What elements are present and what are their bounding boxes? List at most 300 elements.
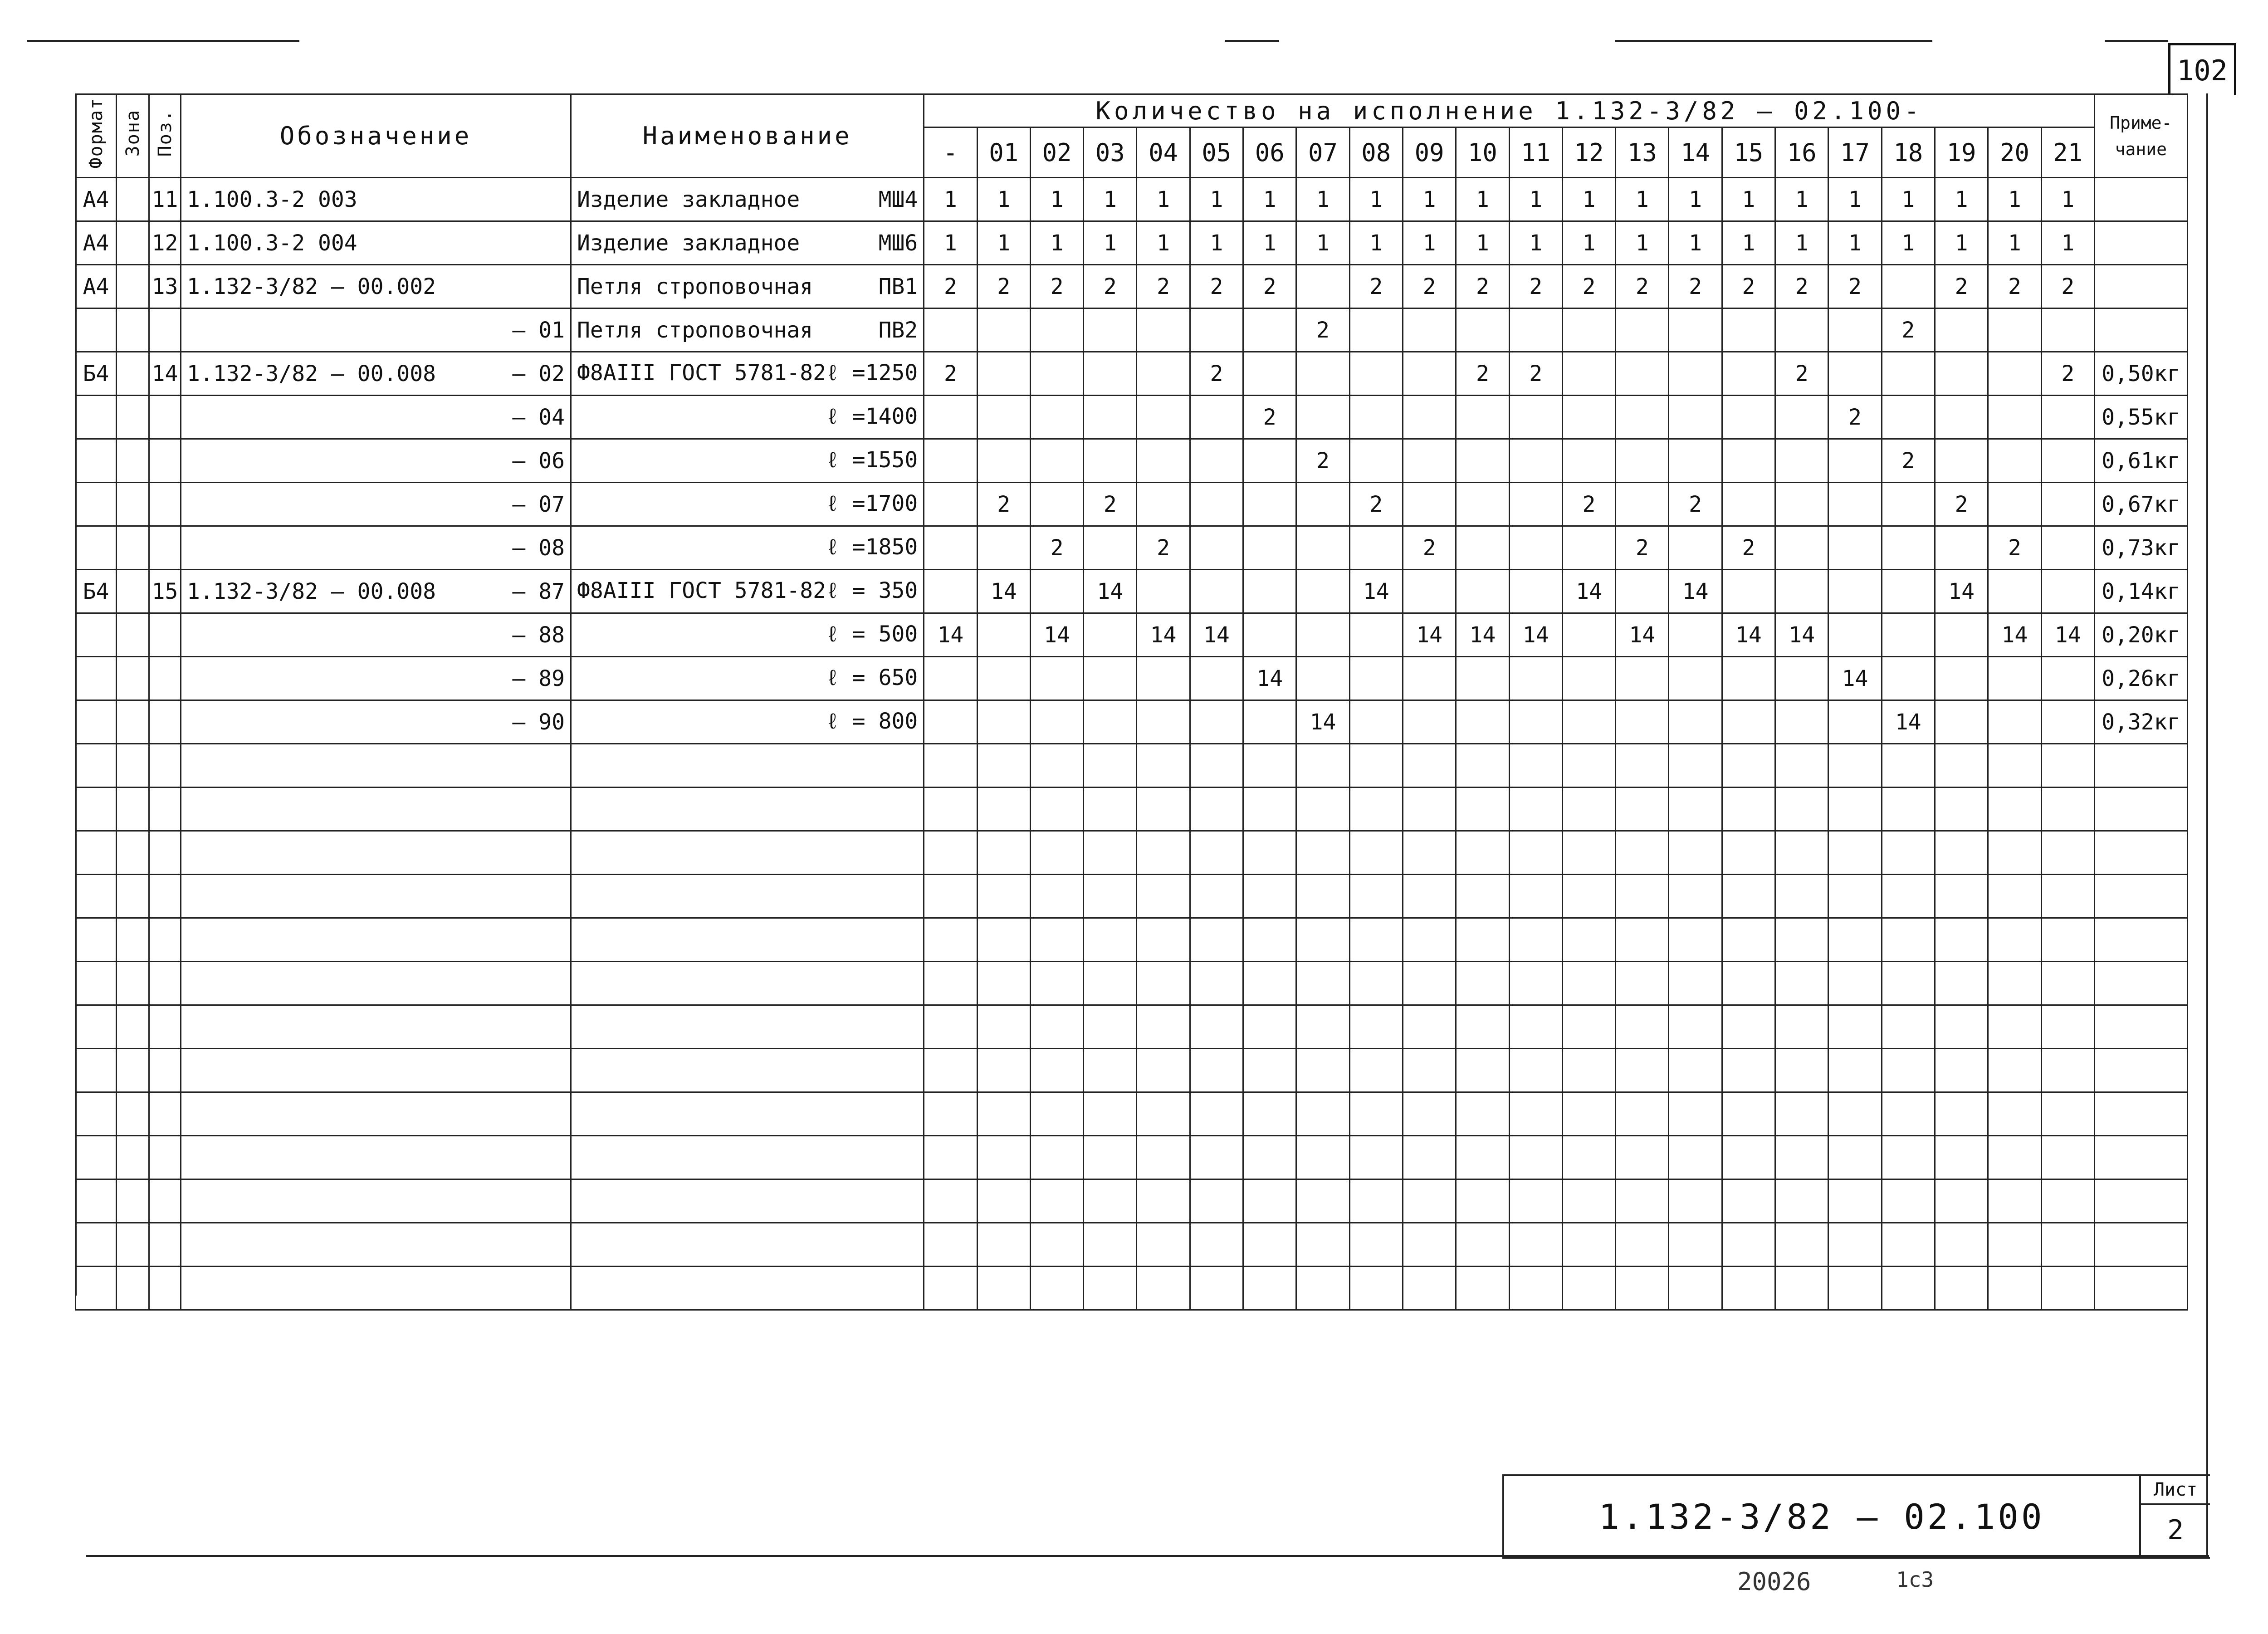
quantity-cell: 14: [1775, 613, 1828, 657]
quantity-cell: 1: [924, 221, 977, 265]
empty-cell: [924, 1049, 977, 1092]
name-right-text: ℓ =1550: [826, 447, 918, 473]
empty-cell: [1030, 788, 1083, 831]
quantity-cell: 2: [1828, 265, 1882, 308]
designation-cell: [181, 657, 571, 700]
quantity-cell: 2: [1562, 265, 1615, 308]
designation-text: 1.100.3-2 004: [187, 230, 357, 256]
empty-cell: [76, 918, 117, 962]
empty-cell: [571, 1223, 924, 1267]
empty-cell: [1403, 1005, 1456, 1049]
empty-cell: [181, 1223, 571, 1267]
note-cell: 0,61кг: [2094, 439, 2187, 483]
quantity-cell: [1882, 352, 1935, 396]
quantity-cell: 2: [1403, 526, 1456, 570]
empty-cell: [76, 962, 117, 1005]
zone-cell: [117, 221, 149, 265]
empty-cell: [1137, 744, 1190, 788]
quantity-cell: [1456, 308, 1509, 352]
quantity-cell: [1828, 483, 1882, 526]
empty-cell: [1828, 788, 1882, 831]
empty-cell: [149, 1223, 181, 1267]
empty-cell: [1935, 788, 1988, 831]
quantity-cell: [1562, 700, 1615, 744]
empty-cell: [2041, 788, 2094, 831]
quantity-cell: [1349, 439, 1403, 483]
quantity-cell: [2041, 526, 2094, 570]
empty-cell: [1828, 831, 1882, 875]
empty-cell: [1190, 918, 1243, 962]
variant-header: 14: [1669, 127, 1722, 178]
quantity-cell: [1882, 396, 1935, 439]
note-cell: 0,50кг: [2094, 352, 2187, 396]
quantity-cell: [1616, 570, 1669, 613]
quantity-cell: [1403, 396, 1456, 439]
zone-cell: [117, 613, 149, 657]
format-cell: [76, 308, 117, 352]
quantity-cell: [1775, 439, 1828, 483]
designation-suffix: — 01: [512, 317, 565, 343]
quantity-cell: [1935, 352, 1988, 396]
empty-cell: [924, 918, 977, 962]
empty-cell: [1935, 875, 1988, 918]
quantity-cell: 1: [1084, 178, 1137, 221]
quantity-cell: [1349, 526, 1403, 570]
name-cell: [571, 265, 924, 308]
empty-cell: [1296, 918, 1349, 962]
empty-cell: [1775, 918, 1828, 962]
quantity-cell: 1: [1084, 221, 1137, 265]
quantity-cell: [2041, 308, 2094, 352]
name-right-text: ℓ = 500: [826, 621, 918, 647]
empty-cell: [1509, 831, 1562, 875]
variant-header: 21: [2041, 127, 2094, 178]
variant-header: 19: [1935, 127, 1988, 178]
empty-cell: [1349, 875, 1403, 918]
empty-cell: [1988, 744, 2041, 788]
empty-cell: [181, 1179, 571, 1223]
quantity-cell: [1828, 308, 1882, 352]
name-right-text: МШ6: [878, 230, 918, 256]
format-cell: А4: [76, 221, 117, 265]
empty-cell: [977, 1005, 1030, 1049]
name-cell: [571, 396, 924, 439]
quantity-cell: 1: [1243, 221, 1296, 265]
quantity-cell: [1137, 483, 1190, 526]
quantity-cell: 1: [1349, 221, 1403, 265]
empty-cell: [1243, 1267, 1296, 1310]
quantity-cell: [1775, 570, 1828, 613]
empty-cell: [76, 1049, 117, 1092]
empty-cell: [117, 788, 149, 831]
empty-cell: [571, 744, 924, 788]
empty-cell: [1882, 788, 1935, 831]
empty-cell: [1509, 1049, 1562, 1092]
empty-cell: [1030, 831, 1083, 875]
top-rule-3: [1615, 40, 1932, 42]
quantity-cell: [1562, 396, 1615, 439]
quantity-cell: [2041, 439, 2094, 483]
empty-cell: [1828, 875, 1882, 918]
table-row: [76, 265, 2188, 308]
table-row: [76, 439, 2188, 483]
empty-cell: [1882, 1136, 1935, 1179]
quantity-cell: [1296, 352, 1349, 396]
empty-cell: [1349, 1005, 1403, 1049]
empty-cell: [1296, 1092, 1349, 1136]
quantity-cell: [1882, 526, 1935, 570]
name-cell: [571, 178, 924, 221]
quantity-cell: [924, 439, 977, 483]
empty-cell: [117, 918, 149, 962]
empty-cell: [2094, 962, 2187, 1005]
variant-header: -: [924, 127, 977, 178]
empty-cell: [1988, 831, 2041, 875]
empty-cell: [571, 918, 924, 962]
quantity-cell: 14: [2041, 613, 2094, 657]
empty-cell: [1988, 1092, 2041, 1136]
empty-cell: [977, 1092, 1030, 1136]
name-text: Изделие закладное: [577, 230, 800, 256]
format-cell: [76, 526, 117, 570]
empty-cell: [1084, 875, 1137, 918]
empty-cell: [181, 1005, 571, 1049]
pos-cell: 13: [149, 265, 181, 308]
quantity-cell: 2: [1456, 352, 1509, 396]
empty-cell: [181, 744, 571, 788]
empty-cell: [1669, 962, 1722, 1005]
empty-cell: [1988, 1179, 2041, 1223]
empty-cell: [571, 1136, 924, 1179]
name-right-text: ℓ =1700: [826, 491, 918, 516]
quantity-cell: [1988, 439, 2041, 483]
empty-cell: [1509, 1179, 1562, 1223]
empty-cell: [2094, 788, 2187, 831]
empty-cell: [1296, 875, 1349, 918]
quantity-cell: [1616, 439, 1669, 483]
pos-cell: 11: [149, 178, 181, 221]
quantity-cell: [1722, 308, 1775, 352]
quantity-cell: [1828, 439, 1882, 483]
note-cell: [2094, 221, 2187, 265]
quantity-cell: 1: [977, 221, 1030, 265]
quantity-cell: 1: [1722, 178, 1775, 221]
empty-cell: [117, 1267, 149, 1310]
pos-cell: [149, 483, 181, 526]
format-cell: [76, 613, 117, 657]
empty-cell: [924, 962, 977, 1005]
empty-cell: [1669, 918, 1722, 962]
designation-text: 1.132-3/82 — 00.008: [187, 361, 436, 386]
quantity-cell: [1616, 483, 1669, 526]
empty-cell: [1456, 962, 1509, 1005]
quantity-cell: [1030, 396, 1083, 439]
designation-suffix: — 04: [512, 404, 565, 430]
quantity-cell: [1988, 352, 2041, 396]
empty-row: [76, 962, 2188, 1005]
quantity-cell: 1: [1190, 178, 1243, 221]
quantity-cell: [1509, 526, 1562, 570]
name-cell: [571, 570, 924, 613]
quantity-cell: [1988, 700, 2041, 744]
empty-row: [76, 831, 2188, 875]
bottom-rule: [86, 1555, 2209, 1557]
name-cell: [571, 526, 924, 570]
empty-cell: [1456, 1223, 1509, 1267]
variant-header: 02: [1030, 127, 1083, 178]
format-cell: [76, 439, 117, 483]
empty-cell: [1349, 831, 1403, 875]
table-row: [76, 178, 2188, 221]
empty-cell: [1030, 1005, 1083, 1049]
quantity-cell: 1: [924, 178, 977, 221]
empty-cell: [1935, 918, 1988, 962]
empty-cell: [1828, 1179, 1882, 1223]
empty-cell: [1562, 831, 1615, 875]
empty-cell: [1243, 875, 1296, 918]
quantity-cell: 2: [1509, 265, 1562, 308]
quantity-cell: [1243, 526, 1296, 570]
empty-cell: [1509, 1092, 1562, 1136]
note-cell: [2094, 308, 2187, 352]
quantity-cell: [1084, 526, 1137, 570]
empty-cell: [1616, 1223, 1669, 1267]
empty-cell: [2094, 831, 2187, 875]
designation-cell: [181, 221, 571, 265]
empty-cell: [1562, 1005, 1615, 1049]
name-right-text: ℓ = 350: [826, 578, 918, 603]
empty-cell: [2041, 831, 2094, 875]
document-code: 1.132-3/82 — 02.100: [1598, 1496, 2045, 1537]
empty-cell: [1935, 744, 1988, 788]
quantity-cell: 1: [1562, 221, 1615, 265]
empty-cell: [977, 875, 1030, 918]
empty-cell: [1509, 1223, 1562, 1267]
quantity-cell: [1403, 657, 1456, 700]
quantity-cell: [1562, 613, 1615, 657]
format-cell: [76, 483, 117, 526]
empty-cell: [1669, 1136, 1722, 1179]
quantity-cell: 1: [977, 178, 1030, 221]
empty-cell: [1243, 1049, 1296, 1092]
col-name-header: Наименование: [571, 94, 924, 178]
empty-cell: [1669, 1005, 1722, 1049]
empty-cell: [1988, 1005, 2041, 1049]
quantity-cell: 1: [1882, 178, 1935, 221]
name-cell: [571, 221, 924, 265]
quantity-cell: [1562, 352, 1615, 396]
empty-cell: [149, 744, 181, 788]
quantity-cell: 1: [1296, 178, 1349, 221]
designation-cell: [181, 613, 571, 657]
table-row: [76, 396, 2188, 439]
empty-cell: [571, 1267, 924, 1310]
empty-cell: [1988, 788, 2041, 831]
empty-cell: [977, 1049, 1030, 1092]
empty-cell: [1935, 1092, 1988, 1136]
empty-cell: [2041, 1136, 2094, 1179]
quantity-cell: 2: [1190, 265, 1243, 308]
name-text: Петля строповочная: [577, 317, 813, 343]
empty-cell: [1456, 1136, 1509, 1179]
empty-cell: [1190, 788, 1243, 831]
empty-cell: [1616, 1136, 1669, 1179]
empty-cell: [1562, 1092, 1615, 1136]
empty-row: [76, 1267, 2188, 1310]
empty-cell: [1084, 788, 1137, 831]
empty-cell: [1775, 1005, 1828, 1049]
empty-cell: [1616, 1267, 1669, 1310]
empty-cell: [571, 788, 924, 831]
empty-cell: [571, 875, 924, 918]
top-rule-4: [2105, 40, 2168, 42]
quantity-cell: [1403, 570, 1456, 613]
name-right-text: ℓ =1250: [826, 360, 918, 386]
empty-cell: [1882, 744, 1935, 788]
empty-cell: [2094, 744, 2187, 788]
empty-cell: [1349, 744, 1403, 788]
empty-cell: [1828, 1223, 1882, 1267]
empty-row: [76, 875, 2188, 918]
empty-cell: [977, 962, 1030, 1005]
empty-cell: [1137, 875, 1190, 918]
quantity-cell: 1: [1403, 221, 1456, 265]
empty-cell: [1988, 875, 2041, 918]
designation-suffix: — 89: [512, 665, 565, 691]
empty-cell: [1084, 1049, 1137, 1092]
quantity-cell: 2: [1349, 483, 1403, 526]
name-cell: [571, 439, 924, 483]
empty-cell: [1243, 918, 1296, 962]
empty-cell: [1775, 1092, 1828, 1136]
empty-cell: [1456, 1267, 1509, 1310]
quantity-cell: [1509, 439, 1562, 483]
quantity-cell: [1030, 439, 1083, 483]
empty-cell: [1562, 788, 1615, 831]
empty-cell: [2041, 1092, 2094, 1136]
empty-cell: [977, 744, 1030, 788]
empty-cell: [1988, 918, 2041, 962]
empty-cell: [2041, 875, 2094, 918]
quantity-cell: [1137, 439, 1190, 483]
table-row: [76, 657, 2188, 700]
quantity-cell: [1828, 570, 1882, 613]
empty-cell: [117, 1049, 149, 1092]
empty-cell: [1722, 918, 1775, 962]
empty-cell: [181, 918, 571, 962]
empty-cell: [1562, 1223, 1615, 1267]
empty-cell: [1296, 1136, 1349, 1179]
quantity-cell: [1456, 700, 1509, 744]
quantity-cell: [1137, 308, 1190, 352]
quantity-cell: [1296, 657, 1349, 700]
zone-cell: [117, 657, 149, 700]
quantity-cell: [1030, 700, 1083, 744]
empty-cell: [1775, 1267, 1828, 1310]
empty-cell: [1509, 1005, 1562, 1049]
quantity-cell: [1509, 570, 1562, 613]
quantity-cell: 1: [1456, 178, 1509, 221]
name-right-text: МШ4: [878, 186, 918, 212]
quantity-cell: 1: [1988, 221, 2041, 265]
empty-cell: [1882, 831, 1935, 875]
empty-cell: [2041, 744, 2094, 788]
table-row: [76, 352, 2188, 396]
empty-cell: [1243, 1005, 1296, 1049]
empty-cell: [1190, 1005, 1243, 1049]
empty-cell: [1775, 1223, 1828, 1267]
empty-cell: [1084, 1267, 1137, 1310]
empty-cell: [1190, 744, 1243, 788]
variant-header: 16: [1775, 127, 1828, 178]
empty-cell: [1882, 1092, 1935, 1136]
quantity-cell: 14: [1456, 613, 1509, 657]
quantity-cell: [2041, 396, 2094, 439]
empty-cell: [924, 744, 977, 788]
quantity-cell: 1: [1137, 178, 1190, 221]
empty-cell: [924, 1179, 977, 1223]
table-row: [76, 700, 2188, 744]
empty-cell: [1669, 1049, 1722, 1092]
quantity-cell: 1: [1243, 178, 1296, 221]
quantity-cell: [1669, 308, 1722, 352]
empty-cell: [1828, 1005, 1882, 1049]
empty-cell: [1775, 1136, 1828, 1179]
empty-cell: [149, 1092, 181, 1136]
quantity-cell: [1562, 439, 1615, 483]
table-row: [76, 526, 2188, 570]
quantity-cell: [1562, 526, 1615, 570]
empty-cell: [76, 744, 117, 788]
empty-cell: [1190, 1092, 1243, 1136]
empty-row: [76, 918, 2188, 962]
name-text: Изделие закладное: [577, 186, 800, 212]
empty-cell: [2094, 1136, 2187, 1179]
empty-cell: [1456, 788, 1509, 831]
quantity-cell: 1: [1456, 221, 1509, 265]
empty-cell: [1456, 1049, 1509, 1092]
empty-cell: [1030, 1179, 1083, 1223]
quantity-cell: [1190, 657, 1243, 700]
empty-cell: [1243, 788, 1296, 831]
empty-cell: [1988, 1049, 2041, 1092]
pos-cell: [149, 700, 181, 744]
empty-cell: [1616, 962, 1669, 1005]
designation-suffix: — 07: [512, 491, 565, 517]
empty-cell: [1084, 1223, 1137, 1267]
empty-cell: [2094, 1267, 2187, 1310]
quantity-cell: [1722, 483, 1775, 526]
quantity-cell: 2: [1296, 308, 1349, 352]
quantity-cell: [1084, 396, 1137, 439]
empty-cell: [181, 788, 571, 831]
empty-cell: [1190, 1136, 1243, 1179]
quantity-cell: [1722, 396, 1775, 439]
variant-header: 05: [1190, 127, 1243, 178]
empty-cell: [1030, 875, 1083, 918]
quantity-cell: [1509, 700, 1562, 744]
empty-row: [76, 1223, 2188, 1267]
empty-cell: [1562, 918, 1615, 962]
empty-cell: [1935, 1136, 1988, 1179]
quantity-cell: 1: [1030, 221, 1083, 265]
empty-cell: [1988, 962, 2041, 1005]
quantity-cell: [1084, 439, 1137, 483]
empty-cell: [1190, 1049, 1243, 1092]
quantity-cell: [2041, 483, 2094, 526]
quantity-cell: [924, 483, 977, 526]
format-cell: [76, 396, 117, 439]
